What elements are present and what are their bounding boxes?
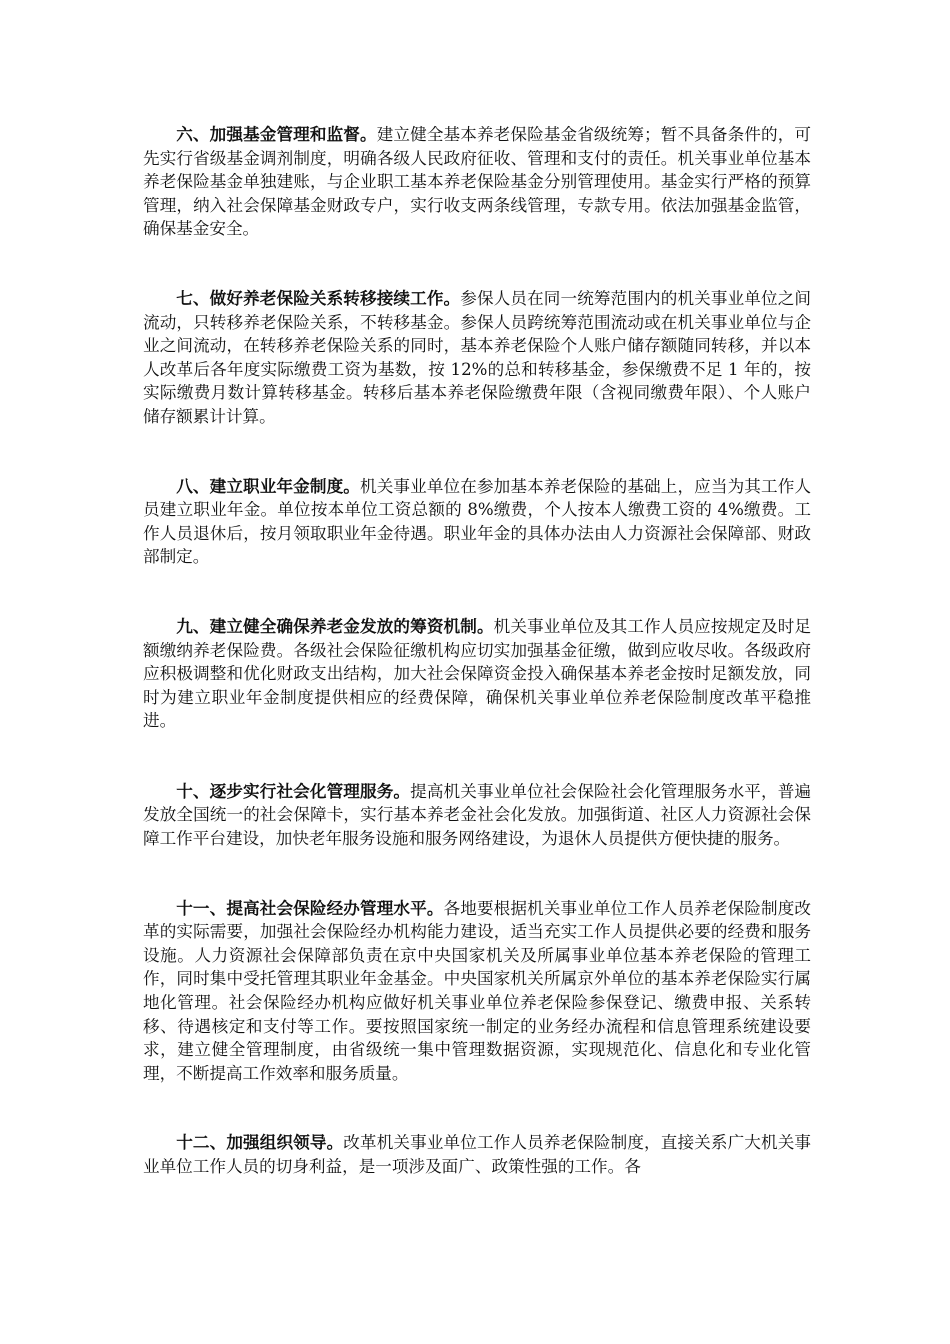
section-6-paragraph	[143, 123, 811, 241]
section-9-paragraph	[143, 615, 811, 733]
section-12-paragraph	[143, 1131, 811, 1178]
section-6-body: 建立健全基本养老保险基金省级统筹；暂不具备条件的，可先实行省级基金调剂制度，明确各级人民政府征收、管理和支付的责任。机关事业单位基本养老保险基金单独建账，与企业职工基本养老保险基金分别管理使用。基金实行严格的预算管理，纳入社会保障基金财政专户，实行收支两条线管理，专款专用。依法加强基金监管，确保基金安全。	[143, 125, 812, 239]
section-12-heading: 十二、加强组织领导。	[176, 1132, 344, 1153]
section-10-heading: 十、逐步实行社会化管理服务。	[176, 780, 411, 801]
section-11-body: 各地要根据机关事业单位工作人员养老保险制度改革的实际需要，加强社会保险经办机构能力建设，适当充实工作人员提供必要的经费和服务设施。人力资源社会保障部负责在京中央国家机关及所属事业单位基本养老保险的管理工作，同时集中受托管理其职业年金基金。中央国家机关所属京外单位的基本养老保险实行属地化管理。社会保险经办机构应做好机关事业单位养老保险参保登记、缴费申报、关系转移、待遇核定和支付等工作。要按照国家统一制定的业务经办流程和信息管理系统建设要求，建立健全管理制度，由省级统一集中管理数据资源，实现规范化、信息化和专业化管理，不断提高工作效率和服务质量。	[143, 898, 812, 1083]
section-7-heading: 七、做好养老保险关系转移接续工作。	[176, 287, 461, 308]
section-12-body: 改革机关事业单位工作人员养老保险制度，直接关系广大机关事业单位工作人员的切身利益，是一项涉及面广、政策性强的工作。各	[143, 1133, 812, 1176]
document-page	[143, 123, 811, 1179]
section-6-heading: 六、加强基金管理和监督。	[176, 124, 377, 144]
section-9-heading: 九、建立健全确保养老金发放的筹资机制。	[176, 615, 494, 636]
section-10-paragraph	[143, 780, 811, 851]
section-9-body: 机关事业单位及其工作人员应按规定及时足额缴纳养老保险费。各级社会保险征缴机构应切实加强基金征缴，做到应收尽收。各级政府应积极调整和优化财政支出结构，加大社会保障资金投入确保基本养老金按时足额发放，同时为建立职业年金制度提供相应的经费保障，确保机关事业单位养老保险制度改革平稳推进。	[143, 616, 812, 731]
section-10-body: 提高机关事业单位社会保险社会化管理服务水平，普遍发放全国统一的社会保障卡，实行基本养老金社会化发放。加强街道、社区人力资源社会保障工作平台建设，加快老年服务设施和服务网络建设，为退休人员提供方便快捷的服务。	[143, 781, 811, 849]
section-7-body: 参保人员在同一统筹范围内的机关事业单位之间流动，只转移养老保险关系，不转移基金。参保人员跨统筹范围流动或在机关事业单位与企业之间流动，在转移养老保险关系的同时，基本养老保险个人账户储存额随同转移，并以本人改革后各年度实际缴费工资为基数，按 12%的总和转移基金，参保缴费不足 1 年的，按实际缴费月数计算转移基金。转移后基本养老保险缴费年限（含视同缴费年限）、个人账户储存额累计计算。	[143, 288, 811, 426]
section-8-paragraph	[143, 475, 811, 569]
section-11-paragraph	[143, 897, 811, 1086]
section-7-paragraph	[143, 287, 811, 429]
section-11-heading: 十一、提高社会保险经办管理水平。	[176, 897, 444, 918]
section-8-heading: 八、建立职业年金制度。	[176, 475, 360, 496]
section-8-body: 机关事业单位在参加基本养老保险的基础上，应当为其工作人员建立职业年金。单位按本单位工资总额的 8%缴费，个人按本人缴费工资的 4%缴费。工作人员退休后，按月领取职业年金待遇。职业年金的具体办法由人力资源社会保障部、财政部制定。	[143, 476, 812, 567]
